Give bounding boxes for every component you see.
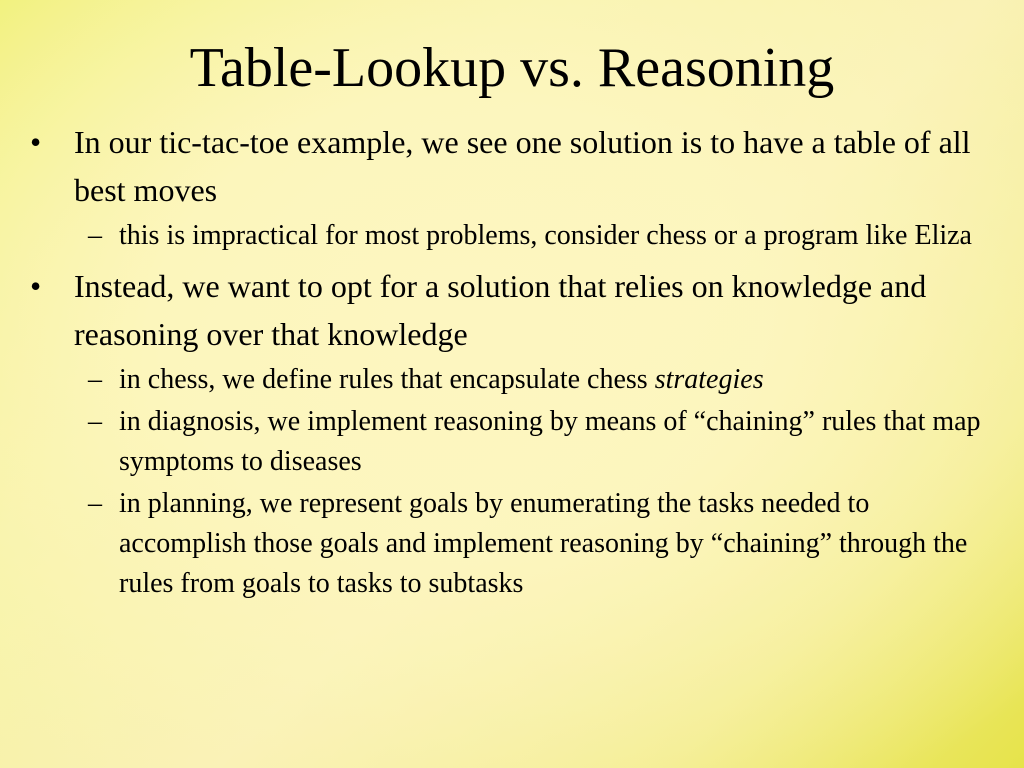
bullet-list [28,118,988,610]
sub-marker: – [88,406,102,437]
sub-item-text: in chess, we define rules that encapsulate chess [119,364,655,395]
sub-item-text: in planning, we represent goals by enumerating the tasks needed to accomplish those goals and implement reasoning by “chaining” through the rules from goals to tasks to subtasks [119,488,968,599]
sub-item [74,216,988,256]
sub-list [74,216,988,256]
sub-item-text: this is impractical for most problems, consider chess or a program like Eliza [119,220,972,251]
bullet-item-2 [28,262,988,604]
sub-item [74,484,988,604]
sub-item-emphasis: strategies [654,364,764,395]
bullet-text: In our tic-tac-toe example, we see one solution is to have a table of all best moves [74,124,971,208]
bullet-text: Instead, we want to opt for a solution that relies on knowledge and reasoning over that knowledge [74,268,927,352]
slide-title: Table-Lookup vs. Reasoning [189,37,835,99]
sub-item-text: in diagnosis, we implement reasoning by means of “chaining” rules that map symptoms to diseases [119,406,981,477]
sub-marker: – [88,488,102,519]
bullet-marker: • [30,268,42,304]
sub-list [74,360,988,604]
sub-marker: – [88,220,102,251]
sub-item [74,360,988,400]
bullet-item-1 [28,118,988,256]
bullet-marker: • [30,124,42,160]
sub-item [74,402,988,482]
sub-marker: – [88,364,102,395]
